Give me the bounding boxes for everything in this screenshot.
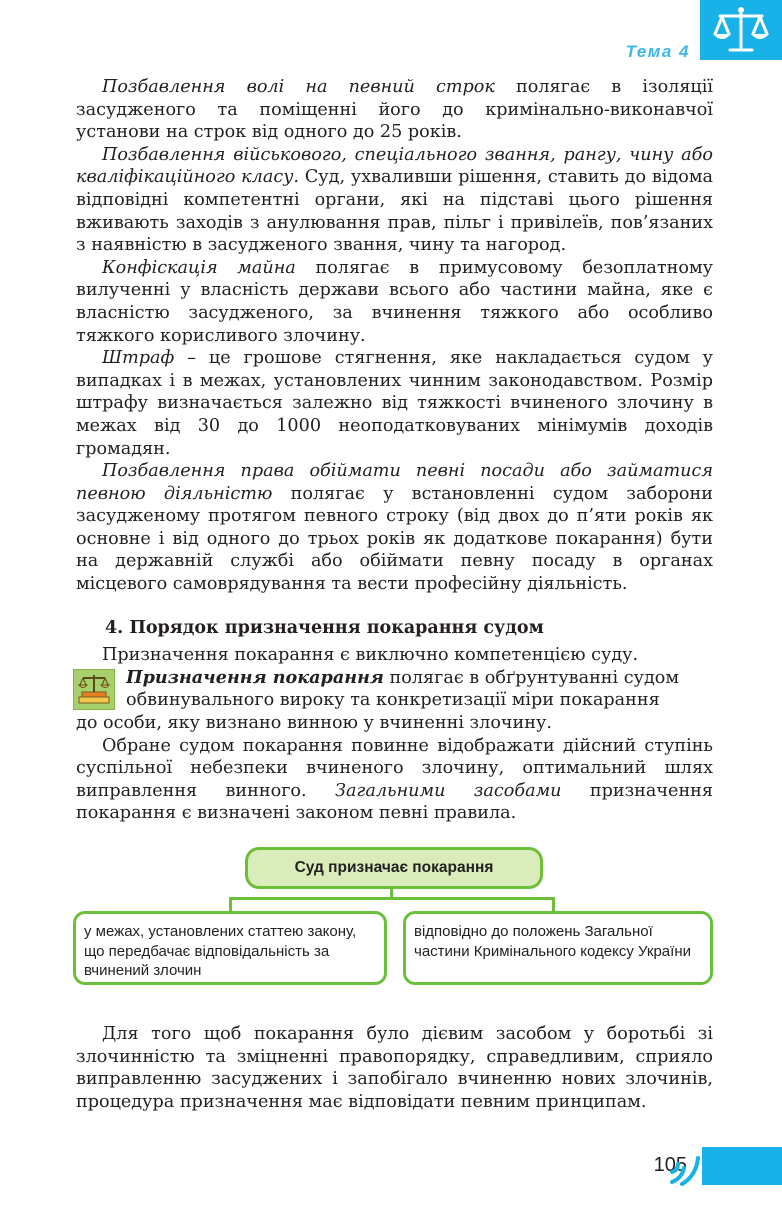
paragraph-rank-deprivation: Позбавлення військового, спеціального звання, рангу, чину або кваліфікаційного класу. Суд, ухваливши рішення, ставить до відома відповідні компетентні органи, які на підставі цього рішення вживають заходів з анулювання прав, пільг і привілеїв, пов’язаних з наявністю в засудженого звання, чину та нагород. xyxy=(76,144,713,256)
page-number: 105 xyxy=(653,1154,687,1176)
page-body xyxy=(76,76,713,1113)
definition-term: Призначення покарання xyxy=(126,666,384,688)
definition-line-3: до особи, яку визнано винною у вчиненні злочину. xyxy=(76,713,552,734)
definition-block xyxy=(76,667,713,735)
page-tab xyxy=(702,1147,782,1185)
paragraph-position-ban: Позбавлення права обіймати певні посади або займатися певною діяльністю полягає у встановленні судом заборони засудженому протягом певного строку (від двох до п’яти років як основне і від одного до трьох років як додаткове покарання) бути на державній службі або обіймати певну посаду в органах місцевого самоврядування та вести професійну діяльність. xyxy=(76,461,713,595)
section-heading: 4. Порядок призначення покарання судом xyxy=(105,617,544,638)
paragraph-principles: Для того щоб покарання було дієвим засобом у боротьбі зі злочинністю та зміцненні правопорядку, справедливим, сприяло виправленню засуджених і запобігало вчиненню нових злочинів, процедура призначення має відповідати певним принципам. xyxy=(76,1024,713,1112)
paragraph-fine: Штраф – це грошове стягнення, яке накладається судом у випадках і в межах, установлених чинним законодавством. Розмір штрафу визначається залежно від тяжкості вчиненого злочину в межах від 30 до 1000 неоподатковуваних мінімумів доходів громадян. xyxy=(76,348,713,459)
signal-waves-icon xyxy=(668,1148,704,1190)
paragraph-confiscation: Конфіскація майна полягає в примусовому безоплатному вилученні у власність держави всього або частини майна, яке є власністю засудженого, за вчинення тяжкого або особливо тяжкого корисливого злочину. xyxy=(76,257,713,346)
scales-of-justice-icon xyxy=(710,4,772,56)
diagram-right-box: відповідно до положень Загальної частини Кримінального кодексу України xyxy=(403,911,713,985)
definition-line-1: Призначення покарання полягає в обґрунтуванні судом xyxy=(126,666,680,688)
diagram-top-box: Суд призначає покарання xyxy=(245,847,543,889)
diagram-connector-horizontal xyxy=(229,897,555,900)
diagram-left-box: у межах, установлених статтею закону, що передбачає відповідальність за вчинений злочин xyxy=(73,911,387,985)
paragraph-general-means: Обране судом покарання повинне відображати дійсний ступінь суспільної небезпеки вчиненого злочину, оптимальний шлях виправлення винного. Загальними засобами призначення покарання є визначені законом певні правила. xyxy=(76,735,713,824)
definition-line-2: обвинувального вироку та конкретизації міри покарання xyxy=(126,690,660,711)
paragraph-competence: Призначення покарання є виключно компетенцією суду. xyxy=(102,645,639,666)
paragraph-imprisonment: Позбавлення волі на певний строк полягає в ізоляції засудженого та поміщенні його до кримінально-виконавчої установи на строк від одного до 25 років. xyxy=(76,77,714,143)
topic-tab xyxy=(700,0,782,60)
topic-label: Тема 4 xyxy=(625,42,690,61)
law-book-scales-icon xyxy=(73,669,115,710)
sentencing-diagram xyxy=(73,839,713,1011)
